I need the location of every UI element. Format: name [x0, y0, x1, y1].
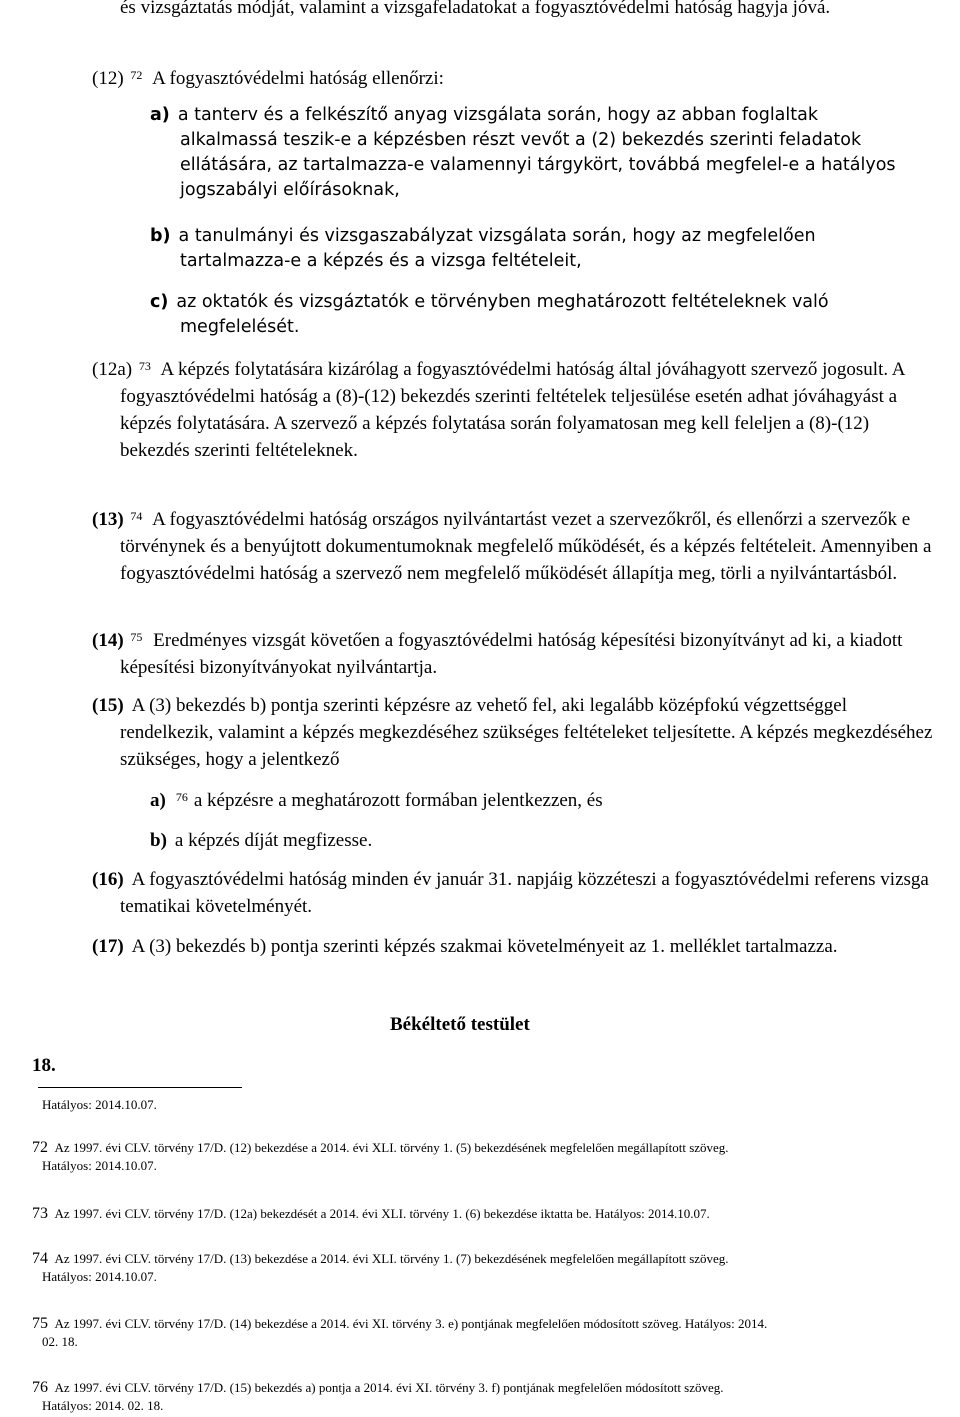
paragraph-number: (17) — [92, 936, 124, 957]
item-text: a tanterv és a felkészítő anyag vizsgálata során, hogy az abban foglaltak alkalmassá teszik-e a képzésben részt vevőt a (2) bekezdés szerinti feladatok ellátására, az tartalmazza-e valamennyi tárgykört, továbbá megfelel-e a hatályos jogszabályi előírásoknak, — [177, 105, 896, 200]
top-continuation: és vizsgáztatás módját, valamint a vizsgafeladatokat a fogyasztóvédelmi hatóság hagyja jóvá. — [120, 0, 831, 18]
item-15b — [150, 827, 920, 854]
paragraph-number: (16) — [92, 869, 124, 890]
paragraph-text: Eredményes vizsgát követően a fogyasztóvédelmi hatóság képesítési bizonyítványt ad ki, a kiadott képesítési bizonyítványokat nyilvántartja. — [120, 630, 903, 678]
paragraph-number: (13) — [92, 509, 124, 530]
item-text: a képzés díját megfizesse. — [174, 830, 373, 851]
item-12a — [150, 103, 920, 203]
footnote-number: 76 — [32, 1379, 48, 1396]
item-label: a) — [150, 105, 170, 125]
footnote-ref[interactable]: 75 — [130, 630, 143, 644]
paragraph-number: (15) — [92, 695, 124, 716]
footnote-continuation: Hatályos: 2014.10.07. — [42, 1269, 157, 1284]
footnote-75 — [32, 1315, 932, 1351]
footnote-number: 74 — [32, 1250, 48, 1267]
item-label: b) — [150, 830, 167, 851]
footnote-continuation: Hatályos: 2014. 02. 18. — [42, 1398, 164, 1413]
footnote-number: 75 — [32, 1315, 48, 1332]
paragraph-16 — [92, 866, 940, 920]
item-15a — [150, 787, 920, 814]
footnote-text: Az 1997. évi CLV. törvény 17/D. (14) bekezdése a 2014. évi XI. törvény 3. e) pontjának megfelelően módosított szöveg. Hatályos: 2014. — [54, 1316, 768, 1331]
paragraph-text: A képzés folytatására kizárólag a fogyasztóvédelmi hatóság által jóváhagyott szervező jogosult. A fogyasztóvédelmi hatóság a (8)-(12) bekezdés szerinti feltételek teljesülése esetén adhat jóváhagyást a képzés folytatására. A szervező a képzés folytatása során folyamatosan meg kell feleljen a (8)-(12) bekezdés szerinti feltételeknek. — [120, 359, 905, 461]
footnote-ref[interactable]: 74 — [130, 509, 143, 523]
item-text: a tanulmányi és vizsgaszabályzat vizsgálata során, hogy az megfelelően tartalmazza-e a képzés és a vizsga feltételeit, — [178, 226, 816, 271]
item-12b — [150, 224, 920, 274]
paragraph-14 — [92, 627, 940, 681]
item-label: c) — [150, 292, 169, 312]
item-label: b) — [150, 226, 171, 246]
item-label: a) — [150, 790, 166, 811]
item-text: az oktatók és vizsgáztatók e törvényben meghatározott feltételeknek való megfelelését. — [176, 292, 829, 337]
item-12c — [150, 290, 920, 340]
paragraph-text: A fogyasztóvédelmi hatóság országos nyilvántartást vezet a szervezőkről, és ellenőrzi a szervezők e törvénynek és a benyújtott dokumentumoknak megfelelő működését, és a képzés feltételeit. Amennyiben a fogyasztóvédelmi hatóság a szervező nem megfelelő működését állapítja meg, törli a nyilvántartásból. — [120, 509, 932, 584]
footnote-number: 73 — [32, 1205, 48, 1222]
footnote-text: Az 1997. évi CLV. törvény 17/D. (12a) bekezdését a 2014. évi XLI. törvény 1. (6) bekezdése iktatta be. Hatályos: 2014.10.07. — [54, 1206, 710, 1221]
footnote-text: Az 1997. évi CLV. törvény 17/D. (12) bekezdése a 2014. évi XLI. törvény 1. (5) bekezdésének megfelelően megállapított szöveg. — [54, 1140, 729, 1155]
hatalyos-note: Hatályos: 2014.10.07. — [42, 1097, 157, 1112]
paragraph-15 — [92, 692, 940, 773]
footnote-number: 72 — [32, 1139, 48, 1156]
paragraph-text: A (3) bekezdés b) pontja szerinti képzésre az vehető fel, aki legalább középfokú végzettséggel rendelkezik, valamint a képzés megkezdéséhez szükséges feltételeket teljesítette. A képzés megkezdéséhez szükséges, hogy a jelentkező — [120, 695, 933, 770]
footnote-ref[interactable]: 76 — [175, 790, 188, 804]
paragraph-13 — [92, 506, 940, 587]
footnote-text: Az 1997. évi CLV. törvény 17/D. (13) bekezdése a 2014. évi XLI. törvény 1. (7) bekezdésének megfelelően megállapított szöveg. — [54, 1251, 729, 1266]
section-number: 18. — [32, 1055, 56, 1076]
footnote-ref[interactable]: 72 — [130, 68, 143, 82]
footnote-72 — [32, 1139, 932, 1175]
paragraph-12 — [92, 65, 940, 92]
paragraph-text: A fogyasztóvédelmi hatóság ellenőrzi: — [152, 68, 444, 89]
paragraph-17 — [92, 933, 940, 960]
footnote-76 — [32, 1379, 932, 1415]
footnote-73 — [32, 1205, 932, 1223]
paragraph-text: A fogyasztóvédelmi hatóság minden év január 31. napjáig közzéteszi a fogyasztóvédelmi referens vizsga tematikai követelményét. — [120, 869, 929, 917]
paragraph-number: (14) — [92, 630, 124, 651]
paragraph-text: A (3) bekezdés b) pontja szerinti képzés szakmai követelményeit az 1. melléklet tartalmazza. — [131, 936, 838, 957]
footnote-ref[interactable]: 73 — [138, 359, 151, 373]
paragraph-12a — [92, 356, 940, 464]
paragraph-number: (12) — [92, 68, 124, 89]
paragraph-number: (12a) — [92, 359, 133, 380]
footnote-74 — [32, 1250, 932, 1286]
footnote-continuation: Hatályos: 2014.10.07. — [42, 1158, 157, 1173]
item-text: a képzésre a meghatározott formában jelentkezzen, és — [193, 790, 603, 811]
section-title: Békéltető testület — [390, 1014, 530, 1035]
footnote-separator — [38, 1087, 242, 1088]
footnote-text: Az 1997. évi CLV. törvény 17/D. (15) bekezdés a) pontja a 2014. évi XI. törvény 3. f) pontjának megfelelően módosított szöveg. — [54, 1380, 724, 1395]
footnote-continuation: 02. 18. — [42, 1334, 78, 1349]
